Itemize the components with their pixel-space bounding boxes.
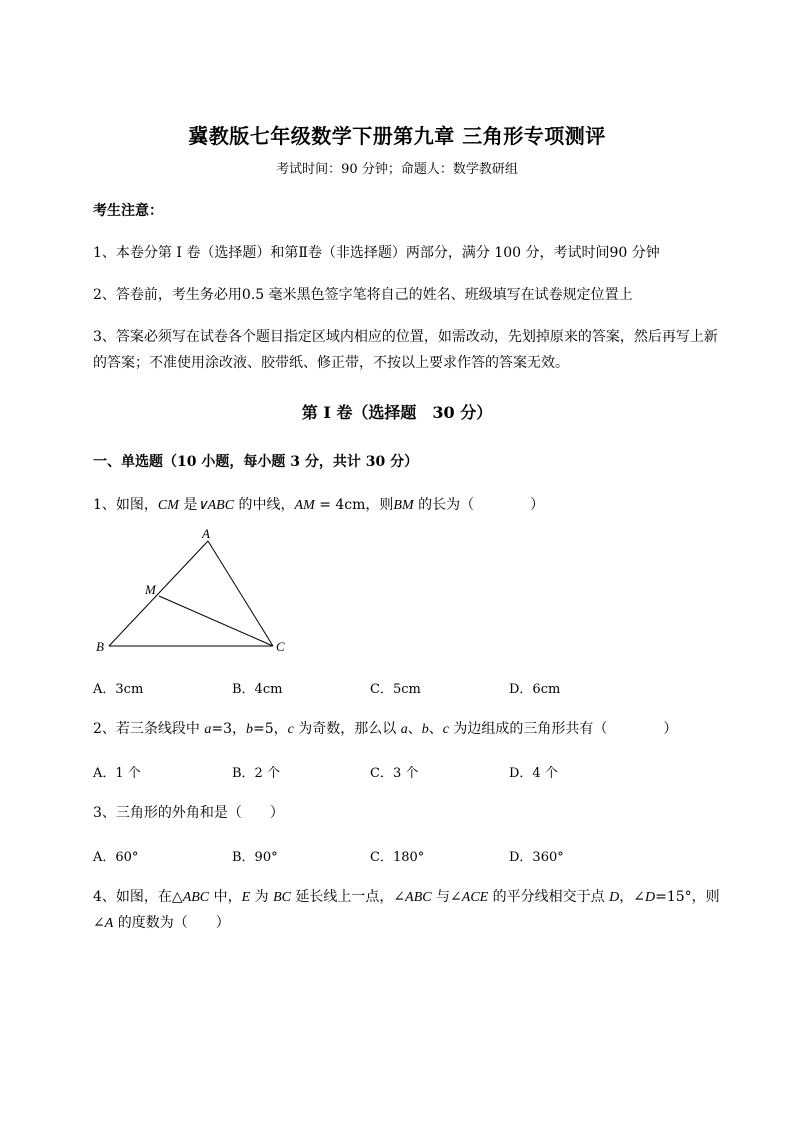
exam-info: 考试时间：90 分钟；命题人：数学教研组 <box>276 162 518 177</box>
notice-item-2: 2、答卷前，考生务必用0.5 毫米黑色签字笔将自己的姓名、班级填写在试卷规定位置上 <box>93 287 633 303</box>
section-title: 第 I 卷（选择题 30 分） <box>301 403 493 422</box>
q3-option-b[interactable]: B．90° <box>232 850 278 865</box>
page-title: 冀教版七年级数学下册第九章 三角形专项测评 <box>188 124 606 148</box>
q1-option-c[interactable]: C．5cm <box>370 682 421 697</box>
triangle-figure <box>93 526 293 658</box>
question-4-stem: 4、如图，在△ABC 中，E 为 BC 延长线上一点，∠ABC 与∠ACE 的平分线相交于点 D，∠D=15°，则 <box>93 889 720 905</box>
q3-option-a[interactable]: A．60° <box>93 850 139 865</box>
q1-option-b[interactable]: B．4cm <box>232 682 283 697</box>
notice-item-3-cont: 的答案；不准使用涂改液、胶带纸、修正带，不按以上要求作答的答案无效。 <box>93 355 569 371</box>
q2-option-c[interactable]: C．3 个 <box>370 766 419 781</box>
label-c: C <box>276 639 285 654</box>
q2-option-b[interactable]: B．2 个 <box>232 766 280 781</box>
q2-option-d[interactable]: D．4 个 <box>509 766 558 781</box>
side-ac <box>208 541 273 646</box>
q3-option-d[interactable]: D．360° <box>509 850 564 865</box>
q2-option-a[interactable]: A．1 个 <box>93 766 141 781</box>
part-title: 一、单选题（10 小题，每小题 3 分，共计 30 分） <box>93 454 419 470</box>
question-4-stem-cont: ∠A 的度数为（ ） <box>93 915 230 931</box>
side-ab <box>109 541 208 646</box>
label-m: M <box>145 582 156 597</box>
question-3-stem: 3、三角形的外角和是（ ） <box>93 805 284 821</box>
question-2-stem: 2、若三条线段中 a=3，b=5，c 为奇数，那么以 a、b、c 为边组成的三角形共有（ ） <box>93 721 678 737</box>
label-a: A <box>202 526 210 541</box>
label-b: B <box>96 639 104 654</box>
median-cm <box>159 596 273 646</box>
q1-option-d[interactable]: D．6cm <box>509 682 561 697</box>
q3-option-c[interactable]: C．180° <box>370 850 425 865</box>
notice-heading: 考生注意： <box>93 203 163 219</box>
q1-option-a[interactable]: A．3cm <box>93 682 144 697</box>
question-1-stem: 1、如图，CM 是∨ABC 的中线，AM = 4cm，则BM 的长为（ ） <box>93 497 545 513</box>
notice-item-1: 1、本卷分第 I 卷（选择题）和第Ⅱ卷（非选择题）两部分，满分 100 分，考试时间90 分钟 <box>93 245 660 261</box>
notice-item-3: 3、答案必须写在试卷各个题目指定区域内相应的位置，如需改动，先划掉原来的答案，然后再写上新 <box>93 329 718 345</box>
